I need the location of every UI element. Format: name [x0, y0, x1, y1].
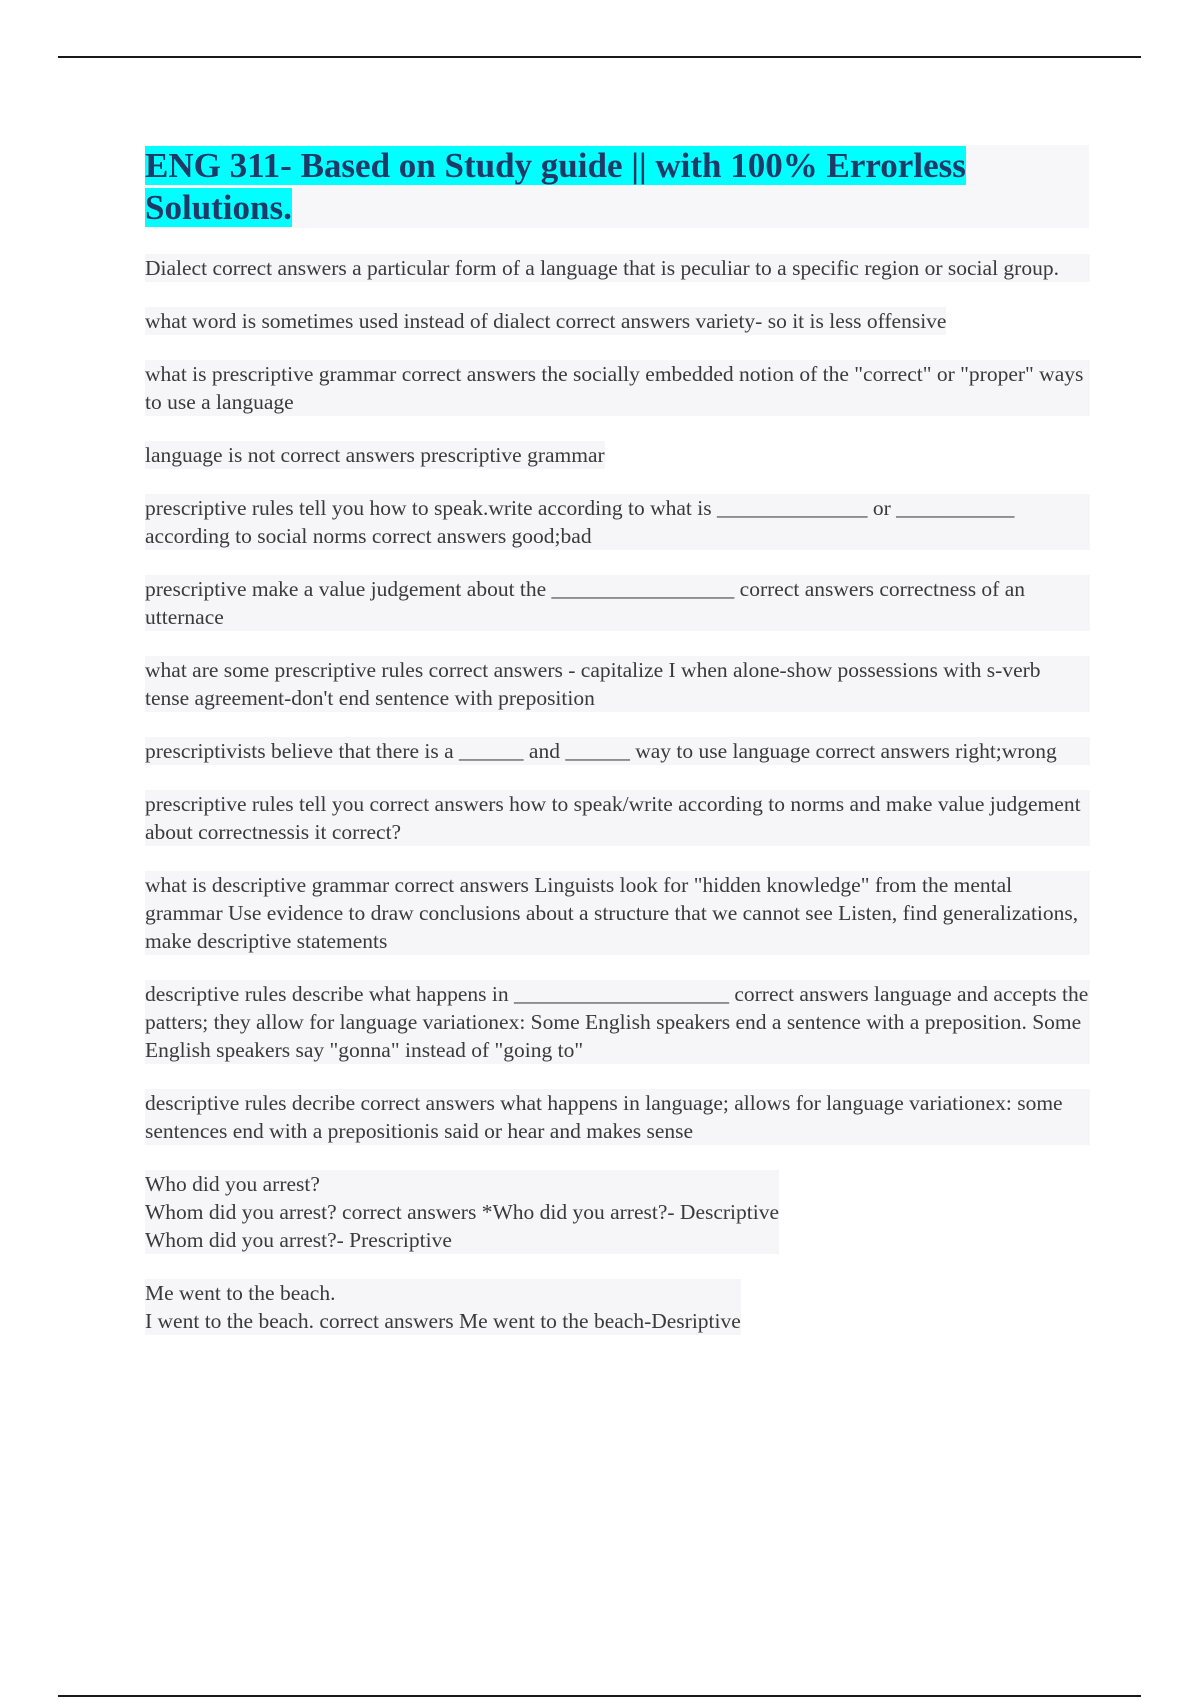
qa-item: what word is sometimes used instead of dialect correct answers variety- so it is less offensive [145, 309, 947, 333]
qa-item: Who did you arrest? Whom did you arrest? correct answers *Who did you arrest?- Descriptive Whom did you arrest?- Prescriptive [145, 1172, 780, 1252]
qa-item: Dialect correct answers a particular form of a language that is peculiar to a specific region or social group. [145, 254, 1090, 282]
qa-item: language is not correct answers prescriptive grammar [145, 443, 605, 467]
qa-item: prescriptive make a value judgement about the _________________ correct answers correctness of an utternace [145, 575, 1090, 631]
qa-item: what are some prescriptive rules correct answers - capitalize I when alone-show possessions with s-verb tense agreement-don't end sentence with preposition [145, 656, 1090, 712]
title-block [145, 145, 1089, 228]
qa-item: prescriptivists believe that there is a ______ and ______ way to use language correct answers right;wrong [145, 737, 1090, 765]
document-title [145, 145, 1089, 229]
qa-item: descriptive rules describe what happens in ____________________ correct answers language and accepts the patters; they allow for language variationex: Some English speakers end a sentence with a preposition. Some English speakers say "gonna" instead of "going to" [145, 982, 1089, 1062]
qa-item: what is descriptive grammar correct answers Linguists look for "hidden knowledge" from the mental grammar Use evidence to draw conclusions about a structure that we cannot see Listen, find generalizations, make descriptive statements [145, 871, 1090, 955]
title-highlight: ENG 311- Based on Study guide || with 100% Errorless Solutions. [145, 146, 966, 227]
qa-item: descriptive rules decribe correct answers what happens in language; allows for language variationex: some sentences end with a prepositionis said or hear and makes sense [145, 1089, 1090, 1145]
qa-item: Me went to the beach. I went to the beach. correct answers Me went to the beach-Desriptive [145, 1281, 741, 1333]
qa-item: prescriptive rules tell you how to speak.write according to what is ______________ or ___________ according to social norms correct answers good;bad [145, 494, 1090, 550]
qa-list [145, 254, 1090, 1360]
qa-item: prescriptive rules tell you correct answers how to speak/write according to norms and make value judgement about correctnessis it correct? [145, 790, 1090, 846]
qa-item: what is prescriptive grammar correct answers the socially embedded notion of the "correct" or "proper" ways to use a language [145, 360, 1090, 416]
header-rule [58, 56, 1141, 58]
footer-rule [58, 1695, 1141, 1697]
